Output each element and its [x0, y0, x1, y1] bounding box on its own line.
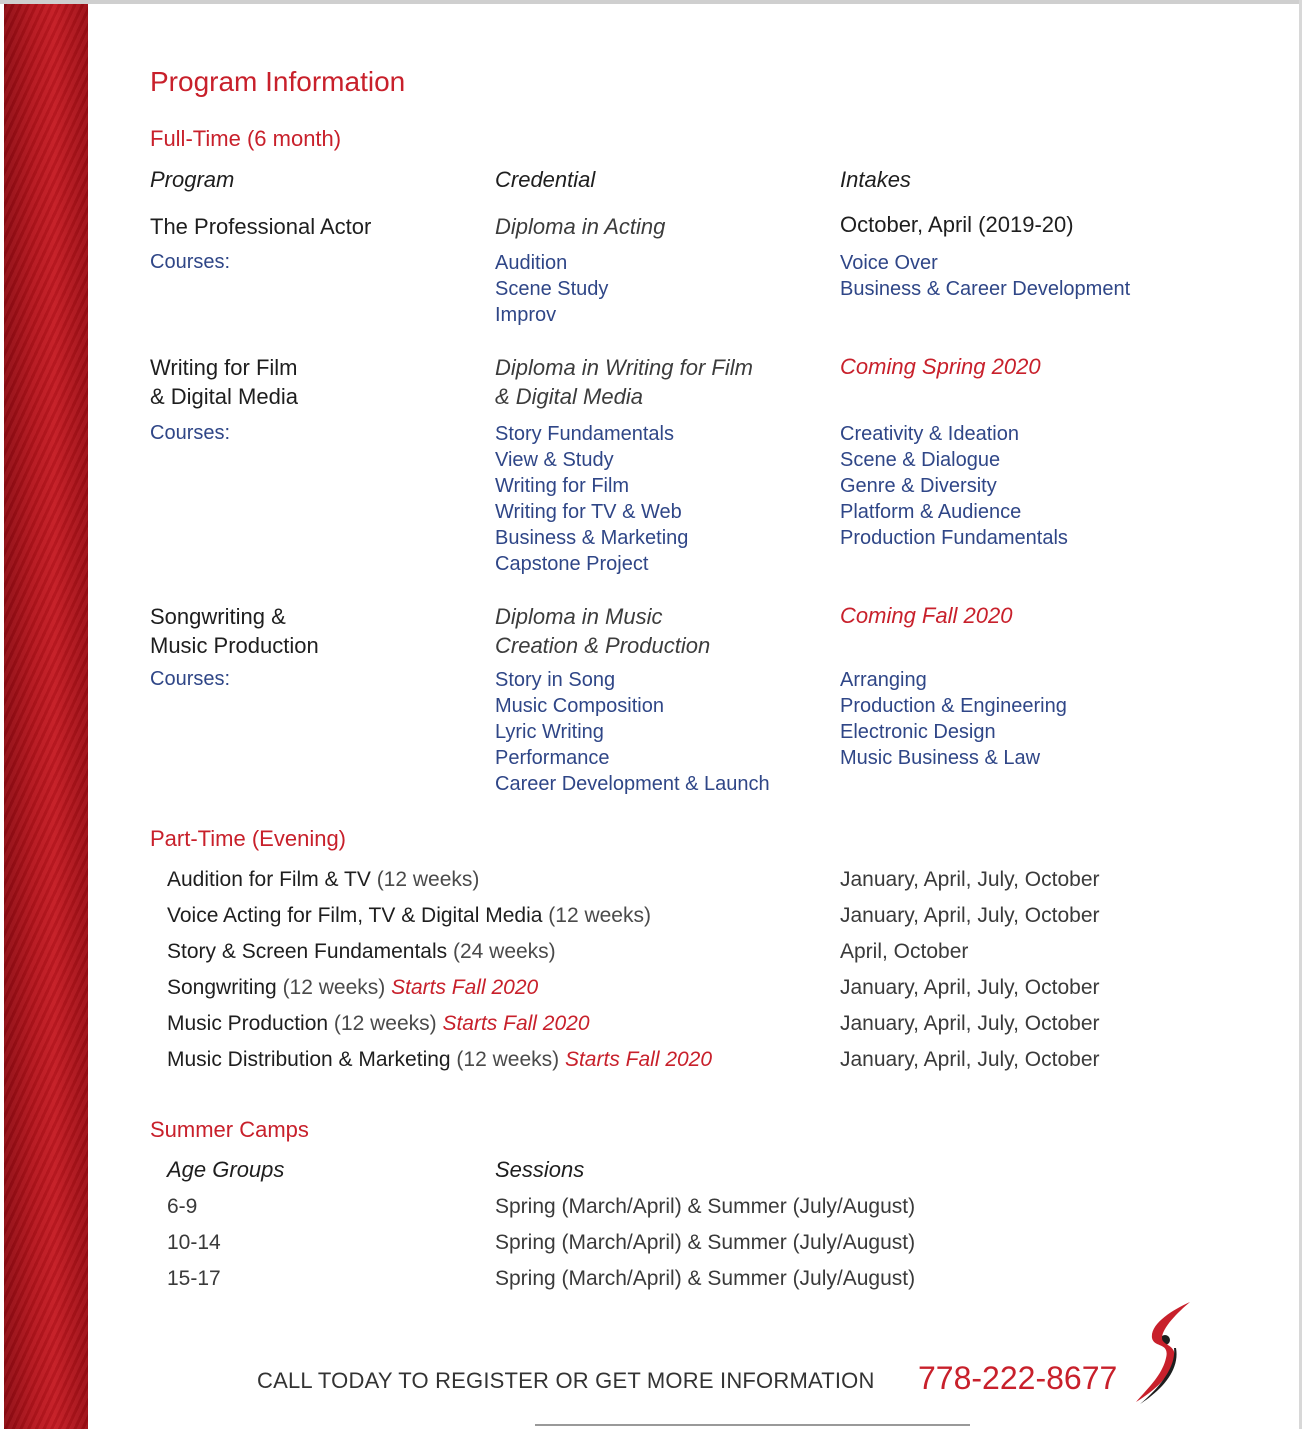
course-item: Scene & Dialogue [840, 449, 1001, 471]
course-item: View & Study [495, 449, 614, 471]
course-item: Platform & Audience [840, 501, 1022, 523]
col-header-sessions: Sessions [495, 1157, 585, 1182]
courses-label: Courses: [150, 422, 231, 444]
credential-line: Creation & Production [495, 633, 711, 658]
course-item: Arranging [840, 669, 927, 691]
course-note: Starts Fall 2020 [442, 1012, 590, 1035]
course-item: Music Business & Law [840, 747, 1041, 769]
course-item: Scene Study [495, 278, 609, 300]
credential-line: Diploma in Writing for Film [495, 355, 753, 380]
credential-line: & Digital Media [495, 384, 643, 409]
course-name: Songwriting [167, 976, 277, 999]
course-duration: (12 weeks) [328, 1012, 443, 1035]
course-duration: (12 weeks) [370, 868, 480, 891]
col-header-credential: Credential [495, 167, 596, 192]
part-time-row [167, 1042, 712, 1078]
age-group: 15-17 [167, 1267, 221, 1290]
course-item: Voice Over [840, 252, 938, 274]
course-item: Lyric Writing [495, 721, 604, 743]
course-item: Story in Song [495, 669, 616, 691]
course-item: Story Fundamentals [495, 423, 674, 445]
course-item: Production Fundamentals [840, 527, 1068, 549]
program-name-line: & Digital Media [150, 384, 298, 409]
course-duration: (12 weeks) [276, 976, 392, 999]
course-note: Starts Fall 2020 [564, 1048, 713, 1071]
course-list-col1 [495, 421, 688, 577]
age-group-list [167, 1189, 221, 1297]
footer-divider [535, 1424, 970, 1426]
program-name-line: Writing for Film [150, 355, 298, 380]
program-name-line: Songwriting & [150, 604, 286, 629]
course-duration: (12 weeks) [542, 904, 651, 927]
program-name [150, 602, 319, 660]
course-list-col1 [495, 667, 770, 797]
summer-camps-heading: Summer Camps [150, 1117, 309, 1142]
program-name-line: Music Production [150, 633, 319, 658]
decorative-red-sidebar [4, 4, 88, 1429]
credential-line: Diploma in Music [495, 604, 663, 629]
program-intake: October, April (2019-20) [840, 212, 1074, 237]
part-time-row [167, 1006, 712, 1042]
age-group: 6-9 [167, 1195, 198, 1218]
course-item: Writing for TV & Web [495, 501, 682, 523]
course-name: Music Production [167, 1012, 329, 1035]
course-item: Business & Career Development [840, 278, 1131, 300]
part-time-row [167, 898, 712, 934]
course-note: Starts Fall 2020 [391, 976, 539, 999]
course-duration: (24 weeks) [447, 940, 556, 963]
part-time-row [167, 970, 712, 1006]
course-list-col1 [495, 250, 608, 328]
part-time-row [167, 862, 712, 898]
program-credential [495, 212, 665, 241]
dancer-swoosh-logo-icon [1132, 1298, 1198, 1408]
program-credential [495, 353, 753, 411]
program-intake-coming: Coming Fall 2020 [840, 603, 1013, 628]
phone-number[interactable]: 778-222-8677 [918, 1360, 1118, 1396]
part-time-row [167, 934, 712, 970]
courses-label: Courses: [150, 251, 231, 273]
program-intake-coming: Coming Spring 2020 [840, 354, 1041, 379]
program-credential [495, 602, 710, 660]
course-item: Career Development & Launch [495, 773, 770, 795]
course-list-col2 [840, 667, 1067, 771]
intake-dates: April, October [840, 940, 969, 963]
course-name: Music Distribution & Marketing [167, 1048, 451, 1071]
col-header-intakes: Intakes [840, 167, 911, 192]
course-item: Performance [495, 747, 610, 769]
course-name: Voice Acting for Film, TV & Digital Media [167, 904, 543, 927]
program-name [150, 212, 371, 241]
course-duration: (12 weeks) [450, 1048, 565, 1071]
course-item: Improv [495, 304, 557, 326]
col-header-age-groups: Age Groups [167, 1157, 285, 1182]
call-to-action: CALL TODAY TO REGISTER OR GET MORE INFORMATION [257, 1368, 875, 1393]
session-list [495, 1189, 915, 1297]
course-item: Audition [495, 252, 568, 274]
course-item: Creativity & Ideation [840, 423, 1019, 445]
course-list-col2 [840, 250, 1130, 302]
part-time-course-list [167, 862, 712, 1078]
courses-label: Courses: [150, 668, 231, 690]
program-name-line: The Professional Actor [150, 214, 372, 239]
course-name: Audition for Film & TV [167, 868, 371, 891]
course-item: Capstone Project [495, 553, 649, 575]
part-time-dates [840, 862, 1100, 1078]
full-time-heading: Full-Time (6 month) [150, 126, 342, 151]
age-group: 10-14 [167, 1231, 221, 1254]
intake-dates: January, April, July, October [840, 904, 1100, 927]
intake-dates: January, April, July, October [840, 1012, 1100, 1035]
camp-session: Spring (March/April) & Summer (July/August) [495, 1267, 916, 1290]
camp-session: Spring (March/April) & Summer (July/August) [495, 1231, 916, 1254]
course-item: Electronic Design [840, 721, 996, 743]
intake-dates: January, April, July, October [840, 976, 1100, 999]
camp-session: Spring (March/April) & Summer (July/August) [495, 1195, 916, 1218]
course-item: Business & Marketing [495, 527, 689, 549]
course-item: Genre & Diversity [840, 475, 997, 497]
course-name: Story & Screen Fundamentals [167, 940, 448, 963]
course-item: Production & Engineering [840, 695, 1067, 717]
course-item: Music Composition [495, 695, 664, 717]
window-top-border [0, 0, 1302, 4]
course-list-col2 [840, 421, 1068, 551]
course-item: Writing for Film [495, 475, 630, 497]
intake-dates: January, April, July, October [840, 868, 1100, 891]
program-name [150, 353, 298, 411]
credential-line: Diploma in Acting [495, 214, 666, 239]
part-time-heading: Part-Time (Evening) [150, 826, 347, 851]
intake-dates: January, April, July, October [840, 1048, 1100, 1071]
page-title: Program Information [150, 66, 406, 97]
col-header-program: Program [150, 167, 235, 192]
